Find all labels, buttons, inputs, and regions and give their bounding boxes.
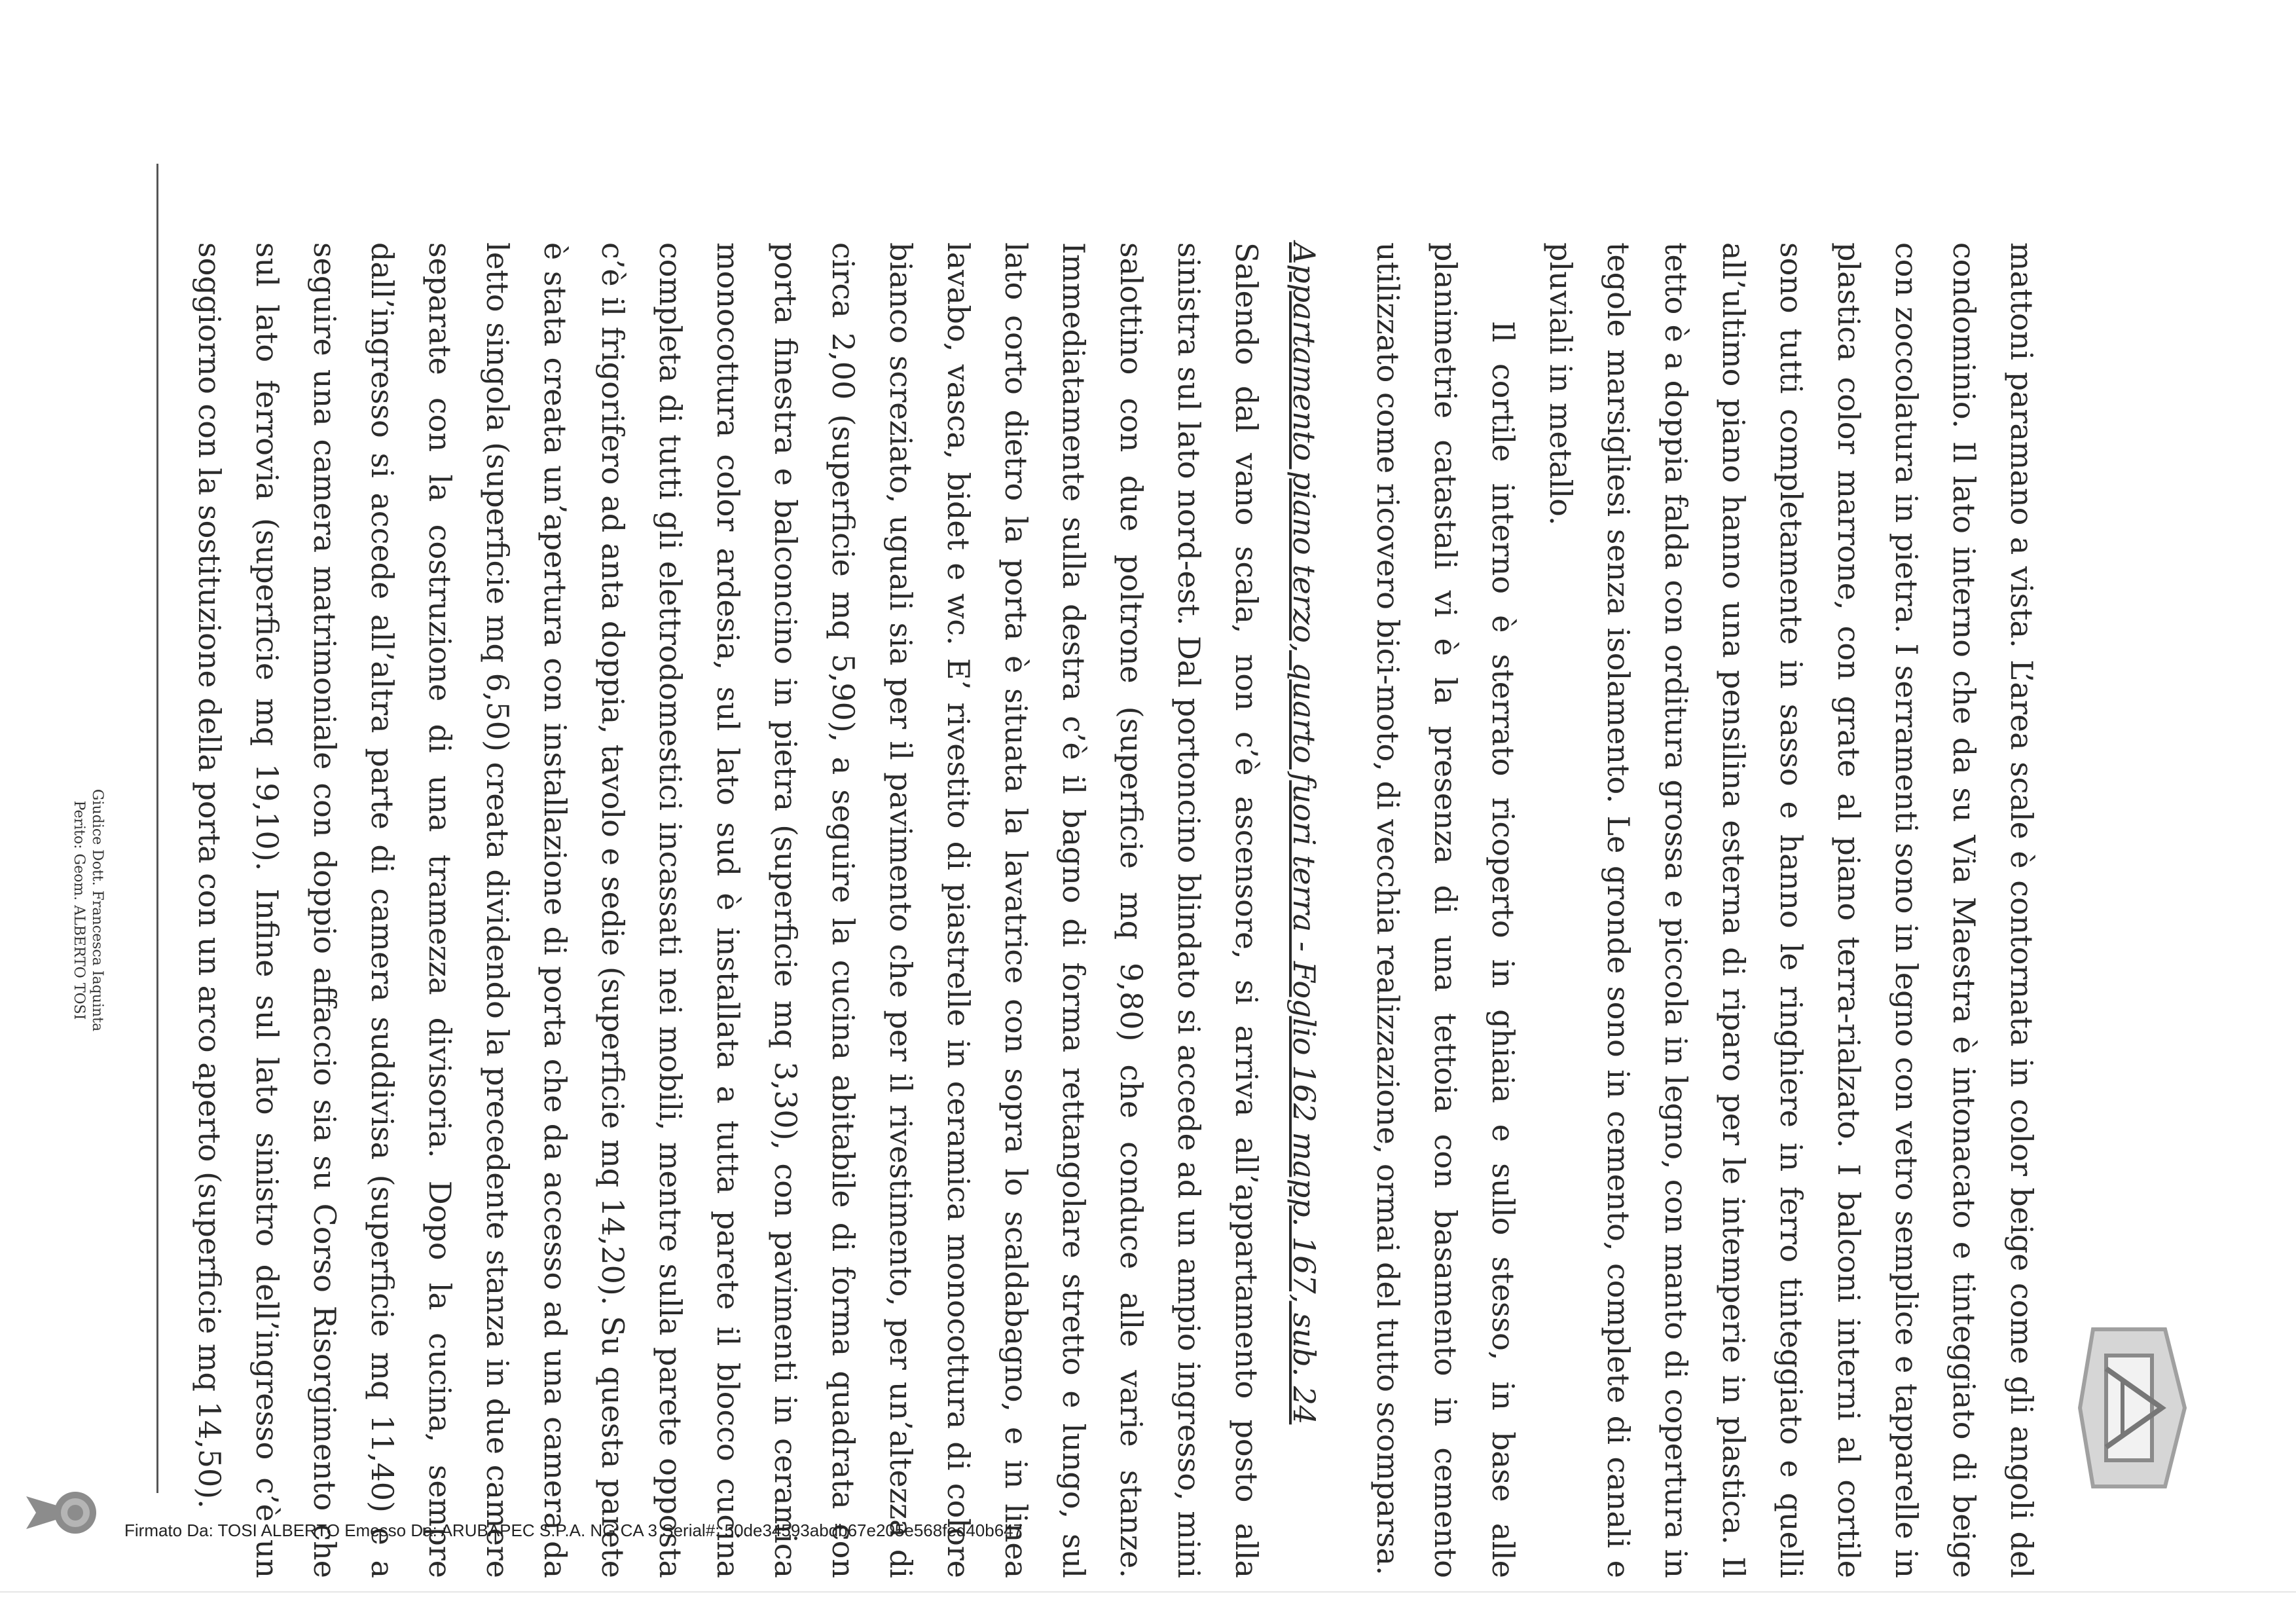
signature-strip-text: Firmato Da: TOSI ALBERTO Emesso Da: ARUBAPEC S.P.A. NG CA 3 Serial#: 50de34593abdb67e205e568fed40b647: [124, 1521, 1023, 1540]
footer-judge: Giudice Dott. Francesca Iaquinta: [89, 788, 105, 1032]
body-text: [181, 242, 2050, 1578]
footer: [69, 714, 106, 1107]
footer-divider: [156, 164, 158, 1493]
digital-signature-seal-icon: [20, 1477, 105, 1549]
paragraph-3: Salendo dal vano scala, non c’è ascensore, si arriva all’appartamento posto alla sinistra sul lato nord-est. Dal portoncino blindato si accede ad un ampio ingresso, mini salottino con due poltrone (superficie mq 9,80) che conduce alle varie stanze. Immediatamente sulla destra c’è il bagno di forma rettangolare stretto e lungo, sul lato corto dietro la porta è situata la lavatrice con sopra lo scaldabagno, e in linea lavabo, vasca, bidet e wc. E’ rivestito di piastrelle in ceramica monocottura di colore bianco screziato, uguali sia per il pavimento che per il rivestimento, per un’altezza di circa 2,00 (superficie mq 5,90), a seguire la cucina abitabile di forma quadrata con porta finestra e balconcino in pietra (superficie mq 3,30), con pavimenti in ceramica monocottura color ardesia, sul lato sud è installata a tutta parete il blocco cucina completa di tutti gli elettrodomestici incassati nei mobili, mentre sulla parete opposta c’è il frigorifero ad anta doppia, tavolo e sedie (superficie mq 14,20). Su questa parete è stata creata un’apertura con installazione di porta che da accesso ad una camera da letto singola (superficie mq 6,50) creata dividendo la precedente stanza in due camere separate con la costruzione di una tramezza divisoria. Dopo la cucina, sempre dall’ingresso si accede all’altra parte di camera suddivisa (superficie mq 11,40) e a seguire una camera matrimoniale con doppio affaccio sia su Corso Risorgimento che sul lato ferrovia (superficie mq 19,10). Infine sul lato sinistro dell’ingresso c’è un soggiorno con la sostituzione della porta con un arco aperto (superficie mq 14,50).: [192, 242, 1264, 1578]
bottom-divider: [0, 1591, 2296, 1593]
footer-expert: Perito: Geom. ALBERTO TOSI: [71, 800, 87, 1020]
section-heading: Appartamento piano terzo, quarto fuori terra - Foglio 162 mapp. 167, sub. 24: [1286, 242, 1322, 1425]
paragraph-2: Il cortile interno è sterrato ricoperto in ghiaia e sullo stesso, in base alle planimetrie catastali vi è la presenza di una tettoia con basamento in cemento utilizzato come ricovero bici-moto, di vecchia realizzazione, ormai del tutto scomparsa.: [1370, 242, 1521, 1578]
expert-logo-icon: [2073, 1310, 2191, 1506]
paragraph-1: mattoni paramano a vista. L’area scale è contornata in color beige come gli angoli del condominio. Il lato interno che da su Via Maestra è intonacato e tinteggiato di beige con zoccolatura in pietra. I serramenti sono in legno con vetro semplice e tapparelle in plastica color marrone, con grate al piano terra-rialzato. I balconi interni al cortile sono tutti completamente in sasso e hanno le ringhiere in ferro tinteggiato e quelli all’ultimo piano hanno una pensilina esterna di riparo per le intemperie in plastica. Il tetto è a doppia falda con orditura grossa e piccola in legno, con manto di copertura in tegole marsigliesi senza isolamento. Le gronde sono in cemento, complete di canali e pluviali in metallo.: [1543, 242, 2039, 1578]
